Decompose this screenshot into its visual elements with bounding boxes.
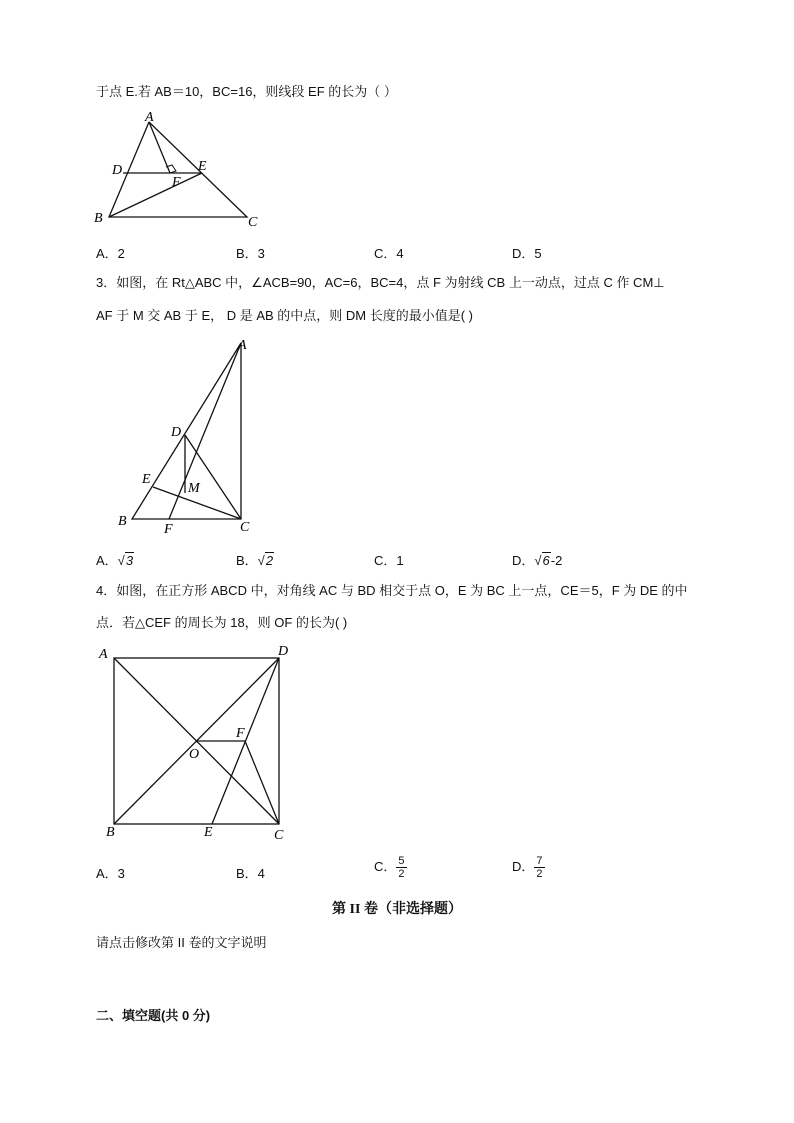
q3-label-d: D <box>171 425 182 440</box>
q3-figure <box>112 335 272 540</box>
q2-options <box>96 243 696 263</box>
q3-label-b: B <box>118 514 127 529</box>
q2-segment-af <box>149 122 170 173</box>
q4-options <box>96 855 696 889</box>
q3-triangle-abc <box>132 343 241 519</box>
q4-label-b: B <box>106 825 115 840</box>
q2-label-e: E <box>198 159 207 174</box>
q2-option-a[interactable]: A．2 <box>96 246 125 261</box>
q3-label-e: E <box>142 472 151 487</box>
q3-label-c: C <box>240 520 250 535</box>
fill-blank-heading: 二、填空题(共 0 分) <box>96 1008 211 1023</box>
q3-option-b[interactable]: B．√2 <box>236 553 274 568</box>
sqrt-symbol: √3 <box>117 553 134 568</box>
q3-label-a: A <box>238 338 247 353</box>
fraction: $\frac{5}{2}$ <box>398 855 405 880</box>
q4-stem-line2: 点．若△CEF 的周长为 18，则 OF 的长为( ) <box>96 615 348 630</box>
q2-label-b: B <box>94 211 103 226</box>
q4-figure <box>96 640 296 845</box>
sqrt-symbol: √2 <box>257 553 274 568</box>
q2-figure <box>90 110 270 230</box>
q4-label-a: A <box>99 647 108 662</box>
q2-option-d[interactable]: D．5 <box>512 246 542 261</box>
sqrt-symbol: √6 <box>534 553 550 568</box>
q4-option-a[interactable]: A．3 <box>96 866 125 881</box>
q2-triangle-abc <box>109 122 247 217</box>
q2-stem: 于点 E.若 AB＝10，BC=16，则线段 EF 的长为（ ） <box>96 84 397 99</box>
section-2-title: 第 II 卷（非选择题） <box>332 902 462 917</box>
q3-option-d[interactable]: D．√6-2 <box>512 553 563 568</box>
q4-stem-line1: 4．如图，在正方形 ABCD 中，对角线 AC 与 BD 相交于点 O，E 为 BC 上一点，CE＝5，F 为 DE 的中 <box>96 583 688 598</box>
q4-segment-fc <box>245 741 279 824</box>
q2-label-d: D <box>112 163 123 178</box>
q2-option-b[interactable]: B．3 <box>236 246 265 261</box>
q4-option-c[interactable]: C． $\frac{5}{2}$ <box>374 855 405 880</box>
q2-option-c[interactable]: C．4 <box>374 246 404 261</box>
q3-segment-dc <box>185 435 241 519</box>
q3-stem-line2: AF 于 M 交 AB 于 E， D 是 AB 的中点，则 DM 长度的最小值是( ) <box>96 308 474 323</box>
q2-right-angle-mark <box>166 165 176 173</box>
q3-option-c[interactable]: C．1 <box>374 553 404 568</box>
fraction: $\frac{7}{2}$ <box>536 855 543 880</box>
q3-label-f: F <box>164 522 173 537</box>
q3-options <box>96 550 696 570</box>
q3-option-a[interactable]: A．√3 <box>96 553 134 568</box>
q2-label-a: A <box>145 110 154 125</box>
q4-label-f: F <box>236 726 245 741</box>
q4-label-c: C <box>274 828 284 843</box>
q2-label-c: C <box>248 215 258 230</box>
q3-label-m: M <box>188 481 200 496</box>
section-2-note[interactable]: 请点击修改第 II 卷的文字说明 <box>96 935 267 950</box>
q4-label-d: D <box>278 644 289 659</box>
q4-label-e: E <box>204 825 213 840</box>
q2-segment-be <box>109 173 202 217</box>
q4-option-b[interactable]: B．4 <box>236 866 265 881</box>
q3-stem-line1: 3．如图，在 Rt△ABC 中，∠ACB=90，AC=6，BC=4，点 F 为射线 CB 上一动点，过点 C 作 CM⊥ <box>96 275 665 290</box>
q4-label-o: O <box>189 747 200 762</box>
q2-label-f: F <box>172 175 181 190</box>
q4-option-d[interactable]: D． $\frac{7}{2}$ <box>512 855 543 880</box>
